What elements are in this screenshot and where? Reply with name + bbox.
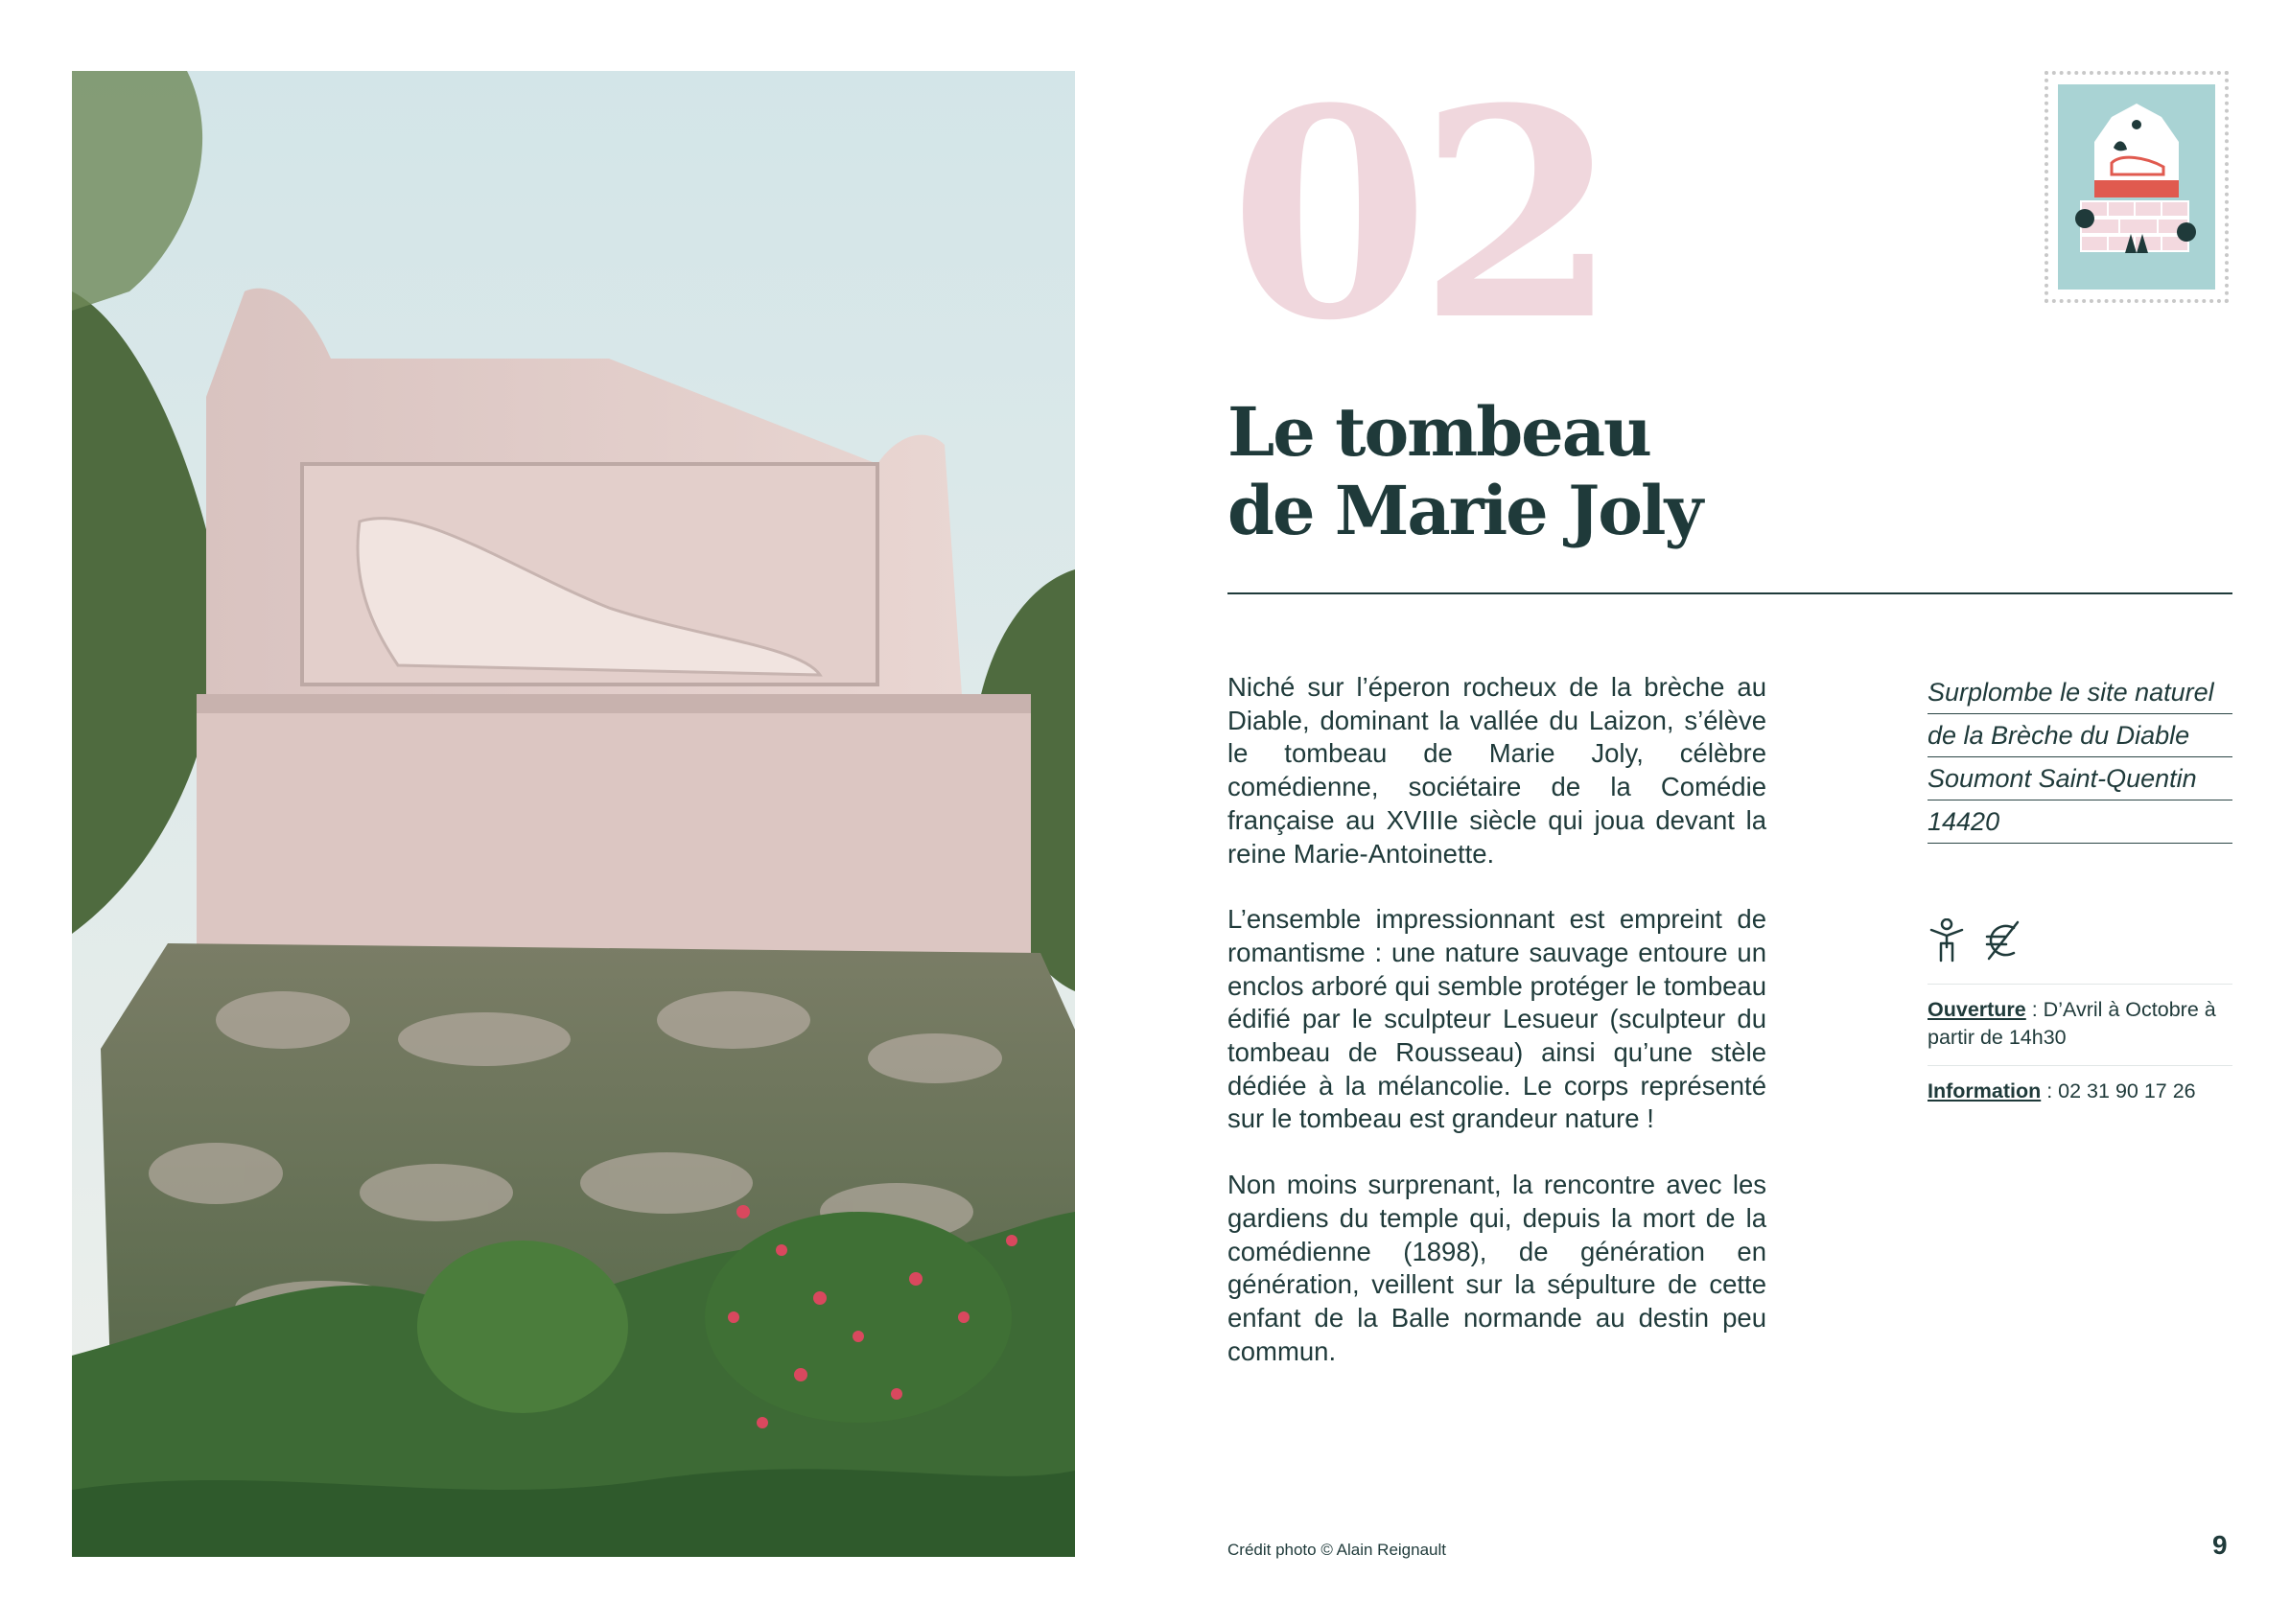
tomb-stamp-icon bbox=[2058, 84, 2215, 290]
body-text bbox=[1227, 671, 1766, 1401]
paragraph-1: Niché sur l’éperon rocheux de la brèche au Diable, dominant la vallée du Laizon, s’élève le tombeau de Marie Joly, célèbre comédienne, sociétaire de la Comédie française au XVIIIe siècle qui joua devant la reine Marie-Antoinette. bbox=[1227, 672, 1766, 869]
tomb-photo bbox=[72, 71, 1075, 1557]
address-line-2: de la Brèche du Diable bbox=[1928, 714, 2232, 757]
hiker-icon bbox=[1928, 918, 1966, 963]
page-folio: 9 bbox=[2212, 1530, 2228, 1560]
address-line-3: Soumont Saint-Quentin bbox=[1928, 757, 2232, 800]
section-number: 02 bbox=[1229, 45, 1607, 383]
tomb-illustration bbox=[72, 71, 1075, 1557]
photo-credit: Crédit photo © Alain Reignault bbox=[1227, 1541, 1446, 1559]
opening-label: Ouverture bbox=[1928, 998, 2026, 1021]
page-title bbox=[1227, 393, 1701, 550]
opening-value: : D’Avril à Octobre à partir de 14h30 bbox=[1928, 998, 2216, 1049]
opening-hours bbox=[1928, 984, 2232, 1065]
paragraph-2: L’ensemble impressionnant est empreint de romantisme : une nature sauvage entoure un enclos arboré qui semble protéger le tombeau édifié par le sculpteur Lesueur (sculpteur du tombeau de Rousseau) ainsi qu’une stèle dédiée à la mélancolie. Le corps représenté sur le tombeau est grandeur nature ! bbox=[1227, 904, 1766, 1134]
title-line-1: Le tombeau bbox=[1227, 392, 1650, 472]
information-label: Information bbox=[1928, 1079, 2042, 1102]
title-line-2: de Marie Joly bbox=[1227, 471, 1702, 550]
euro-crossed-icon bbox=[1983, 918, 2021, 963]
address-line-4: 14420 bbox=[1928, 800, 2232, 844]
info-sidebar bbox=[1928, 671, 2232, 1119]
stamp-illustration bbox=[2045, 71, 2229, 303]
feature-icons bbox=[1928, 918, 2232, 963]
information-value: : 02 31 90 17 26 bbox=[2041, 1079, 2196, 1102]
title-divider bbox=[1227, 592, 2232, 594]
paragraph-3: Non moins surprenant, la rencontre avec les gardiens du temple qui, depuis la mort de la comédienne (1898), de génération en génération, veillent sur la sépulture de cette enfant de la Balle normande au destin peu commun. bbox=[1227, 1170, 1766, 1366]
contact-information bbox=[1928, 1065, 2232, 1119]
address-line-1: Surplombe le site naturel bbox=[1928, 671, 2232, 714]
